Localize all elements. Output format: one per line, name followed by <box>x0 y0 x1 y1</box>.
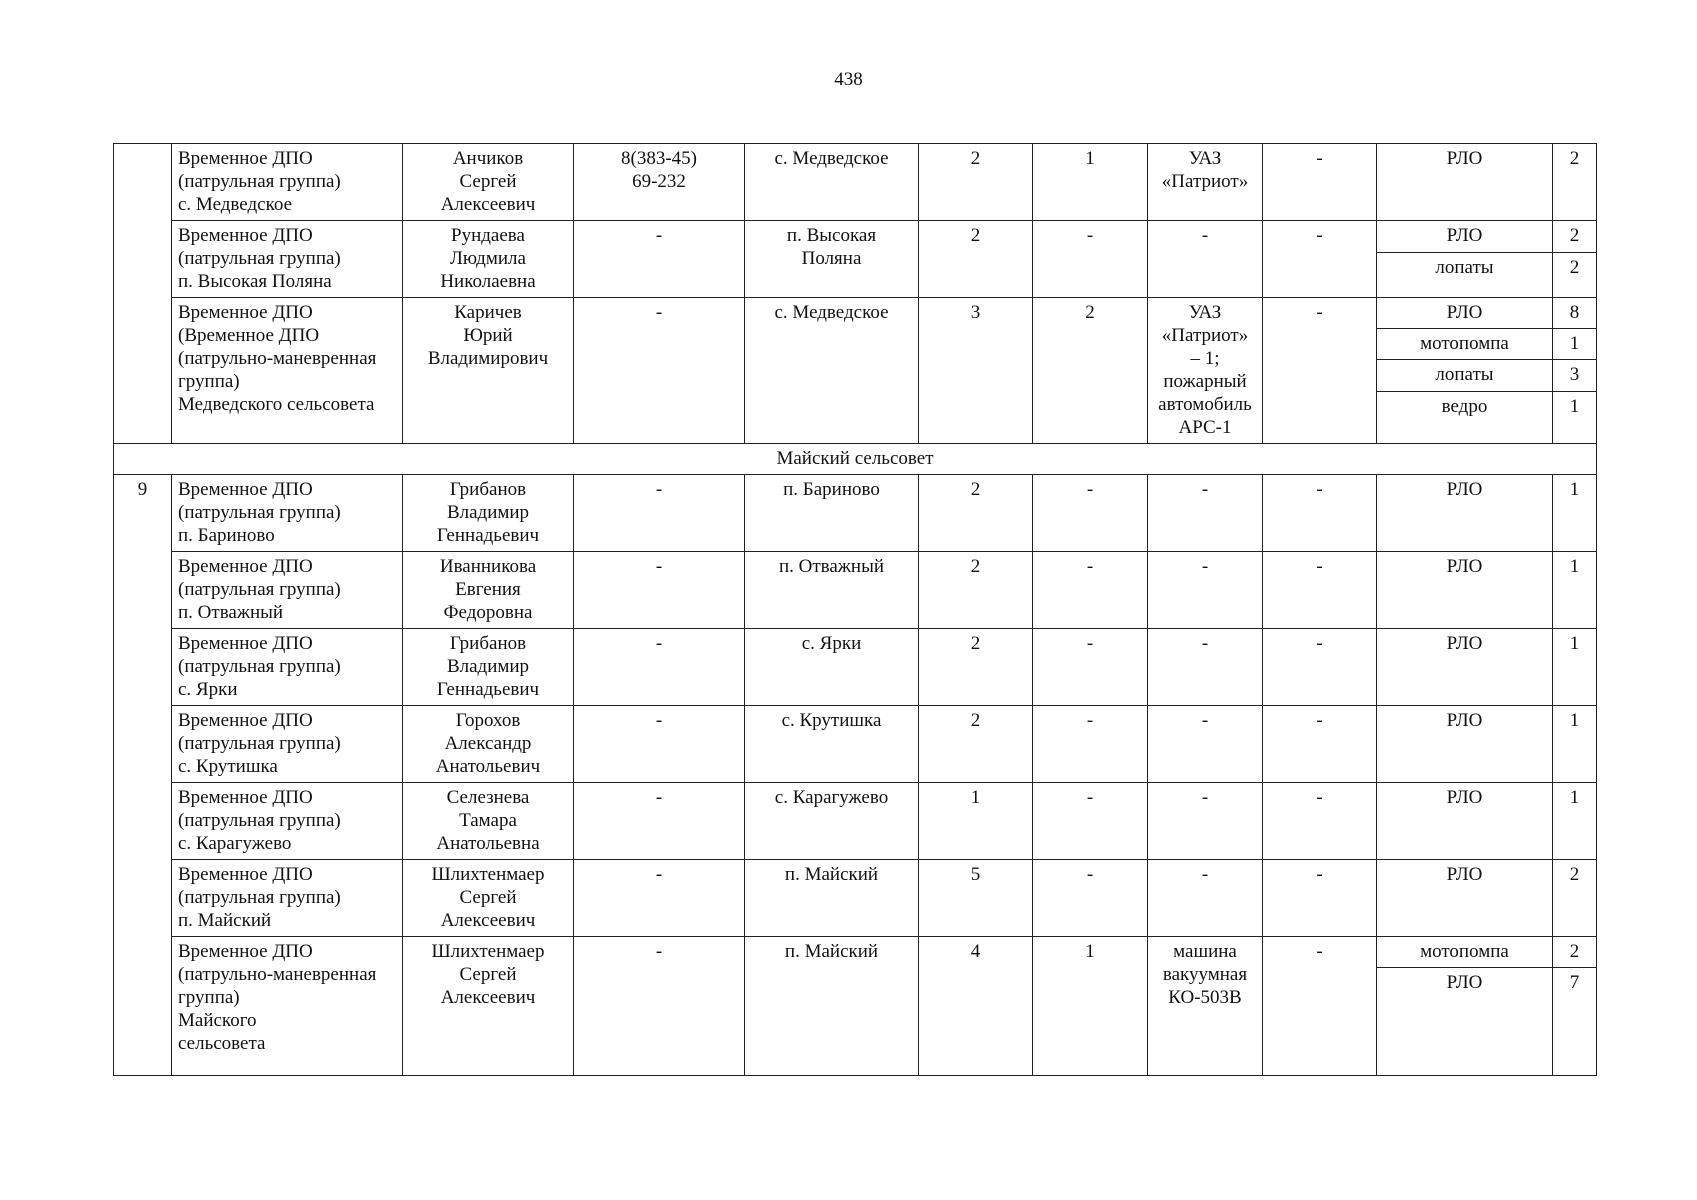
people-count-cell: 4 <box>919 937 1033 1076</box>
vehicle-line: - <box>1201 225 1209 246</box>
phone-line: - <box>655 302 663 323</box>
vehicle-cell <box>1148 221 1263 298</box>
head-name-line: Людмила <box>450 248 526 269</box>
vehicle-line: «Патриот» <box>1161 171 1249 192</box>
head-name-line: Геннадьевич <box>436 679 540 700</box>
vehicle-cell <box>1148 475 1263 552</box>
organization-line: Временное ДПО <box>178 148 313 169</box>
vehicle-cell <box>1148 937 1263 1076</box>
head-name-line: Горохов <box>455 710 521 731</box>
table-row <box>114 629 1597 706</box>
head-name-cell <box>403 221 574 298</box>
location-cell <box>745 221 919 298</box>
organization-cell <box>172 298 403 444</box>
phone-line: 69-232 <box>632 171 686 192</box>
head-name-line: Грибанов <box>449 633 527 654</box>
extra-cell: - <box>1263 629 1377 706</box>
equipment-name-cell: РЛО <box>1377 629 1553 706</box>
equipment-qty-cell: 1 <box>1553 706 1597 783</box>
table-row <box>114 475 1597 552</box>
head-name-line: Алексеевич <box>440 910 536 931</box>
organization-cell <box>172 629 403 706</box>
head-name-cell <box>403 552 574 629</box>
extra-cell: - <box>1263 937 1377 1076</box>
location-cell <box>745 552 919 629</box>
people-count-cell: 3 <box>919 298 1033 444</box>
equipment-name-cell: мотопомпа <box>1377 937 1553 968</box>
organization-cell <box>172 221 403 298</box>
phone-cell <box>574 629 745 706</box>
vehicle-cell <box>1148 706 1263 783</box>
equipment-qty-cell: 2 <box>1553 144 1597 221</box>
organization-line: (патрульно-маневренная <box>178 964 377 985</box>
extra-cell: - <box>1263 783 1377 860</box>
units-count-cell: - <box>1033 706 1148 783</box>
organization-line: (патрульная группа) <box>178 887 341 908</box>
head-name-cell <box>403 706 574 783</box>
vehicle-line: УАЗ <box>1188 148 1222 169</box>
organization-line: (патрульная группа) <box>178 810 341 831</box>
phone-cell <box>574 937 745 1076</box>
equipment-name-cell: РЛО <box>1377 706 1553 783</box>
equipment-name-cell: РЛО <box>1377 221 1553 253</box>
phone-line: - <box>655 941 663 962</box>
organization-line: (патрульная группа) <box>178 733 341 754</box>
section-header-row <box>114 444 1597 475</box>
people-count-cell: 2 <box>919 221 1033 298</box>
phone-cell <box>574 706 745 783</box>
organization-line: сельсовета <box>178 1033 266 1054</box>
equipment-name-cell: РЛО <box>1377 144 1553 221</box>
organization-cell <box>172 706 403 783</box>
head-name-line: Юрий <box>463 325 513 346</box>
location-cell <box>745 860 919 937</box>
head-name-line: Геннадьевич <box>436 525 540 546</box>
location-line: п. Бариново <box>783 479 880 500</box>
vehicle-line: - <box>1201 710 1209 731</box>
phone-line: - <box>655 479 663 500</box>
organization-line: с. Ярки <box>178 679 238 700</box>
head-name-line: Владимир <box>446 656 530 677</box>
head-name-line: Анатольевич <box>435 756 541 777</box>
location-cell <box>745 298 919 444</box>
equipment-qty-cell: 2 <box>1553 937 1597 968</box>
vehicle-line: машина <box>1173 941 1237 962</box>
vehicle-line: автомобиль <box>1158 394 1252 415</box>
vehicle-line: пожарный <box>1163 371 1247 392</box>
phone-cell <box>574 221 745 298</box>
head-name-line: Федоровна <box>443 602 533 623</box>
location-line: с. Ярки <box>801 633 862 654</box>
units-count-cell: 1 <box>1033 144 1148 221</box>
head-name-cell <box>403 783 574 860</box>
head-name-line: Алексеевич <box>440 194 536 215</box>
organization-cell <box>172 860 403 937</box>
organization-line: Временное ДПО <box>178 556 313 577</box>
units-count-cell: - <box>1033 629 1148 706</box>
vehicle-line: - <box>1201 556 1209 577</box>
organization-line: Временное ДПО <box>178 302 313 323</box>
phone-line: - <box>655 556 663 577</box>
vehicle-cell <box>1148 629 1263 706</box>
equipment-qty-cell: 7 <box>1553 968 1597 1076</box>
organization-line: с. Карагужево <box>178 833 292 854</box>
head-name-line: Владимирович <box>427 348 549 369</box>
organization-cell <box>172 475 403 552</box>
location-cell <box>745 706 919 783</box>
phone-cell <box>574 552 745 629</box>
head-name-line: Николаевна <box>440 271 536 292</box>
vehicle-line: - <box>1201 864 1209 885</box>
equipment-qty-cell: 1 <box>1553 391 1597 443</box>
fire-brigade-table <box>113 143 1597 1076</box>
equipment-name-cell: лопаты <box>1377 253 1553 298</box>
equipment-qty-cell: 1 <box>1553 552 1597 629</box>
organization-line: (патрульная группа) <box>178 656 341 677</box>
vehicle-cell <box>1148 144 1263 221</box>
vehicle-line: - <box>1201 787 1209 808</box>
row-number-cell: 9 <box>114 475 172 1076</box>
equipment-name-cell: мотопомпа <box>1377 329 1553 360</box>
location-line: с. Медведское <box>774 148 889 169</box>
phone-line: - <box>655 225 663 246</box>
vehicle-line: - <box>1201 633 1209 654</box>
phone-line: - <box>655 864 663 885</box>
table-row <box>114 144 1597 221</box>
organization-line: Медведского сельсовета <box>178 394 375 415</box>
location-line: с. Медведское <box>774 302 889 323</box>
head-name-line: Сергей <box>459 171 517 192</box>
organization-line: Временное ДПО <box>178 633 313 654</box>
phone-cell <box>574 860 745 937</box>
phone-line: - <box>655 710 663 731</box>
units-count-cell: - <box>1033 552 1148 629</box>
organization-cell <box>172 552 403 629</box>
location-line: п. Высокая <box>786 225 877 246</box>
vehicle-line: «Патриот» <box>1161 325 1249 346</box>
people-count-cell: 1 <box>919 783 1033 860</box>
extra-cell: - <box>1263 552 1377 629</box>
equipment-qty-cell: 2 <box>1553 253 1597 298</box>
equipment-name-cell: ведро <box>1377 391 1553 443</box>
phone-line: - <box>655 633 663 654</box>
equipment-name-cell: РЛО <box>1377 968 1553 1076</box>
location-cell <box>745 475 919 552</box>
equipment-qty-cell: 2 <box>1553 221 1597 253</box>
extra-cell: - <box>1263 706 1377 783</box>
organization-line: (патрульная группа) <box>178 248 341 269</box>
table-row <box>114 552 1597 629</box>
vehicle-line: вакуумная <box>1162 964 1248 985</box>
head-name-line: Владимир <box>446 502 530 523</box>
organization-line: п. Бариново <box>178 525 275 546</box>
vehicle-line: – 1; <box>1190 348 1220 369</box>
head-name-cell <box>403 475 574 552</box>
phone-cell <box>574 298 745 444</box>
equipment-qty-cell: 1 <box>1553 475 1597 552</box>
equipment-qty-cell: 1 <box>1553 783 1597 860</box>
organization-line: группа) <box>178 371 240 392</box>
organization-line: (патрульная группа) <box>178 579 341 600</box>
location-line: Поляна <box>801 248 862 269</box>
head-name-line: Сергей <box>459 964 517 985</box>
phone-cell <box>574 783 745 860</box>
units-count-cell: 2 <box>1033 298 1148 444</box>
organization-line: Временное ДПО <box>178 864 313 885</box>
location-cell <box>745 629 919 706</box>
equipment-qty-cell: 8 <box>1553 298 1597 329</box>
units-count-cell: - <box>1033 475 1148 552</box>
location-line: п. Отважный <box>778 556 885 577</box>
head-name-line: Каричев <box>454 302 522 323</box>
people-count-cell: 2 <box>919 144 1033 221</box>
head-name-cell <box>403 937 574 1076</box>
head-name-line: Грибанов <box>449 479 527 500</box>
equipment-qty-cell: 3 <box>1553 360 1597 391</box>
equipment-name-cell: РЛО <box>1377 783 1553 860</box>
phone-line: 8(383-45) <box>621 148 697 169</box>
head-name-line: Александр <box>444 733 532 754</box>
head-name-line: Рундаева <box>451 225 525 246</box>
organization-line: (патрульная группа) <box>178 171 341 192</box>
units-count-cell: 1 <box>1033 937 1148 1076</box>
equipment-qty-cell: 1 <box>1553 329 1597 360</box>
organization-line: с. Медведское <box>178 194 292 215</box>
people-count-cell: 2 <box>919 552 1033 629</box>
location-cell <box>745 144 919 221</box>
head-name-line: Алексеевич <box>440 987 536 1008</box>
people-count-cell: 2 <box>919 629 1033 706</box>
head-name-cell <box>403 298 574 444</box>
table-row <box>114 298 1597 329</box>
organization-line: Временное ДПО <box>178 941 313 962</box>
vehicle-cell <box>1148 298 1263 444</box>
organization-line: п. Майский <box>178 910 272 931</box>
organization-line: п. Отважный <box>178 602 284 623</box>
units-count-cell: - <box>1033 783 1148 860</box>
location-line: с. Крутишка <box>781 710 882 731</box>
table-row <box>114 783 1597 860</box>
head-name-line: Шлихтенмаер <box>431 941 545 962</box>
row-number-cell <box>114 144 172 444</box>
head-name-cell <box>403 860 574 937</box>
equipment-qty-cell: 1 <box>1553 629 1597 706</box>
head-name-line: Шлихтенмаер <box>431 864 545 885</box>
equipment-qty-cell: 2 <box>1553 860 1597 937</box>
units-count-cell: - <box>1033 860 1148 937</box>
page-number: 438 <box>834 69 863 90</box>
head-name-line: Тамара <box>459 810 517 831</box>
equipment-name-cell: РЛО <box>1377 860 1553 937</box>
head-name-cell <box>403 629 574 706</box>
equipment-name-cell: РЛО <box>1377 298 1553 329</box>
organization-line: Временное ДПО <box>178 710 313 731</box>
organization-line: Временное ДПО <box>178 479 313 500</box>
vehicle-line: АРС-1 <box>1178 417 1232 438</box>
extra-cell: - <box>1263 221 1377 298</box>
organization-line: Временное ДПО <box>178 787 313 808</box>
organization-line: п. Высокая Поляна <box>178 271 332 292</box>
location-line: п. Майский <box>784 864 879 885</box>
head-name-cell <box>403 144 574 221</box>
people-count-cell: 5 <box>919 860 1033 937</box>
equipment-name-cell: лопаты <box>1377 360 1553 391</box>
vehicle-cell <box>1148 860 1263 937</box>
table-row <box>114 706 1597 783</box>
extra-cell: - <box>1263 144 1377 221</box>
equipment-name-cell: РЛО <box>1377 552 1553 629</box>
organization-line: с. Крутишка <box>178 756 278 777</box>
organization-line: (патрульно-маневренная <box>178 348 377 369</box>
people-count-cell: 2 <box>919 475 1033 552</box>
head-name-line: Евгения <box>455 579 521 600</box>
vehicle-line: - <box>1201 479 1209 500</box>
organization-cell <box>172 783 403 860</box>
people-count-cell: 2 <box>919 706 1033 783</box>
head-name-line: Анчиков <box>452 148 524 169</box>
extra-cell: - <box>1263 860 1377 937</box>
phone-cell <box>574 144 745 221</box>
table-row <box>114 860 1597 937</box>
phone-cell <box>574 475 745 552</box>
head-name-line: Иванникова <box>439 556 537 577</box>
phone-line: - <box>655 787 663 808</box>
vehicle-line: УАЗ <box>1188 302 1222 323</box>
organization-line: группа) <box>178 987 240 1008</box>
extra-cell: - <box>1263 475 1377 552</box>
location-line: с. Карагужево <box>774 787 889 808</box>
equipment-name-cell: РЛО <box>1377 475 1553 552</box>
location-line: п. Майский <box>784 941 879 962</box>
units-count-cell: - <box>1033 221 1148 298</box>
vehicle-cell <box>1148 783 1263 860</box>
organization-line: Временное ДПО <box>178 225 313 246</box>
organization-line: Майского <box>178 1010 257 1031</box>
table-row <box>114 221 1597 253</box>
head-name-line: Сергей <box>459 887 517 908</box>
location-cell <box>745 783 919 860</box>
organization-cell <box>172 144 403 221</box>
table-row <box>114 937 1597 968</box>
head-name-line: Селезнева <box>446 787 530 808</box>
section-title: Майский сельсовет <box>114 444 1597 475</box>
organization-line: (Временное ДПО <box>178 325 320 346</box>
extra-cell: - <box>1263 298 1377 444</box>
vehicle-line: КО-503В <box>1168 987 1242 1008</box>
vehicle-cell <box>1148 552 1263 629</box>
head-name-line: Анатольевна <box>436 833 540 854</box>
organization-cell <box>172 937 403 1076</box>
location-cell <box>745 937 919 1076</box>
organization-line: (патрульная группа) <box>178 502 341 523</box>
